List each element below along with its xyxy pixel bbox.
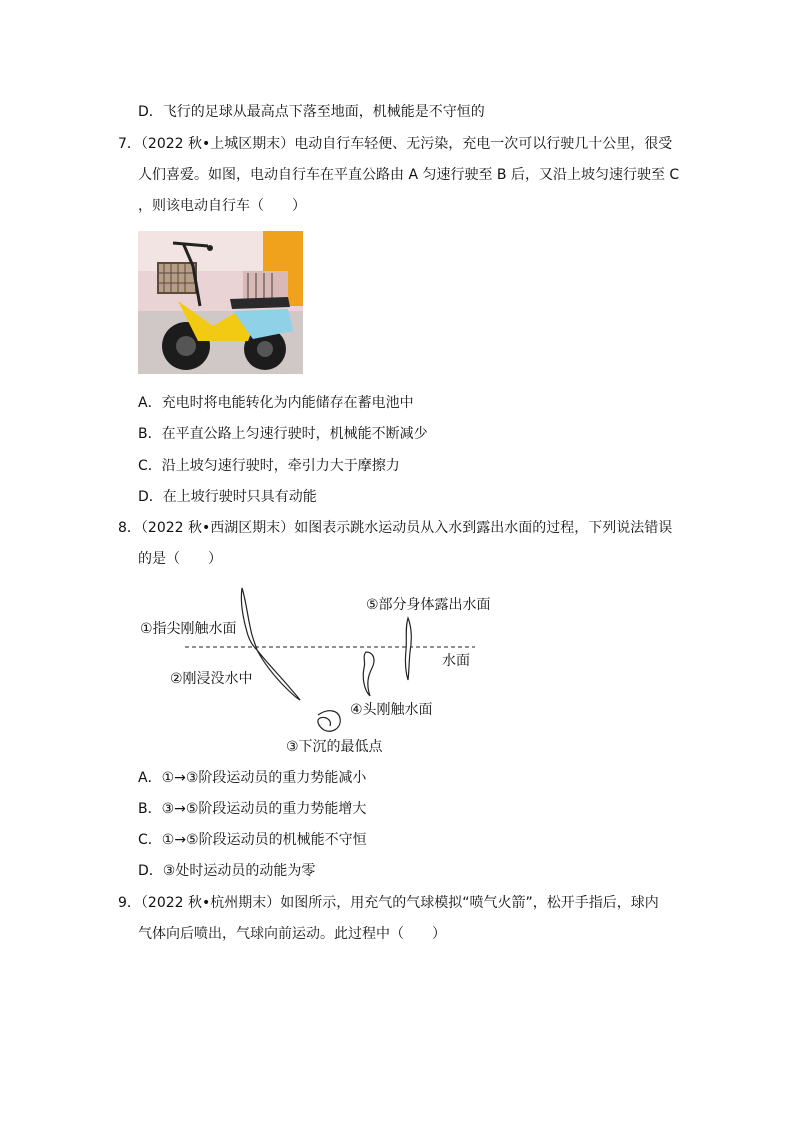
diagram-label-3: ③下沉的最低点 bbox=[286, 739, 383, 755]
water-surface-label: 水面 bbox=[442, 653, 470, 669]
e-bike-photo bbox=[138, 231, 303, 374]
diagram-label-2: ②刚浸没水中 bbox=[170, 671, 253, 687]
e-bike-illustration bbox=[138, 231, 303, 374]
q7-stem-line1: 7．（2022 秋•上城区期末）电动自行车轻便、无污染，充电一次可以行驶几十公里，很受 bbox=[118, 136, 673, 152]
q8-stem-line2: 的是（ ） bbox=[138, 551, 222, 567]
q8-option-b: B．③→⑤阶段运动员的重力势能增大 bbox=[138, 801, 367, 817]
q7-option-b: B．在平直公路上匀速行驶时，机械能不断减少 bbox=[138, 426, 428, 442]
q8-stem-line1: 8．（2022 秋•西湖区期末）如图表示跳水运动员从入水到露出水面的过程，下列说法错误 bbox=[118, 520, 673, 536]
q7-stem-line2: 人们喜爱。如图，电动自行车在平直公路由 A 匀速行驶至 B 后，又沿上坡匀速行驶至 C bbox=[138, 167, 680, 183]
q7-stem-line3: ，则该电动自行车（ ） bbox=[138, 198, 306, 214]
q8-option-c: C．①→⑤阶段运动员的机械能不守恒 bbox=[138, 832, 367, 848]
q8-option-d: D．③处时运动员的动能为零 bbox=[138, 863, 316, 879]
q9-stem-line1: 9．（2022 秋•杭州期末）如图所示，用充气的气球模拟“喷气火箭”，松开手指后，球内 bbox=[118, 895, 659, 911]
diagram-label-5: ⑤部分身体露出水面 bbox=[366, 597, 491, 613]
diving-diagram bbox=[130, 580, 510, 760]
q6-option-d: D．飞行的足球从最高点下落至地面，机械能是不守恒的 bbox=[138, 104, 485, 120]
q7-option-c: C．沿上坡匀速行驶时，牵引力大于摩擦力 bbox=[138, 458, 400, 474]
q7-option-d: D．在上坡行驶时只具有动能 bbox=[138, 489, 317, 505]
q9-stem-line2: 气体向后喷出，气球向前运动。此过程中（ ） bbox=[138, 926, 446, 942]
diagram-label-4: ④头刚触水面 bbox=[350, 702, 433, 718]
diagram-label-1: ①指尖刚触水面 bbox=[140, 621, 237, 637]
q8-option-a: A．①→③阶段运动员的重力势能减小 bbox=[138, 770, 367, 786]
q7-option-a: A．充电时将电能转化为内能储存在蓄电池中 bbox=[138, 395, 414, 411]
